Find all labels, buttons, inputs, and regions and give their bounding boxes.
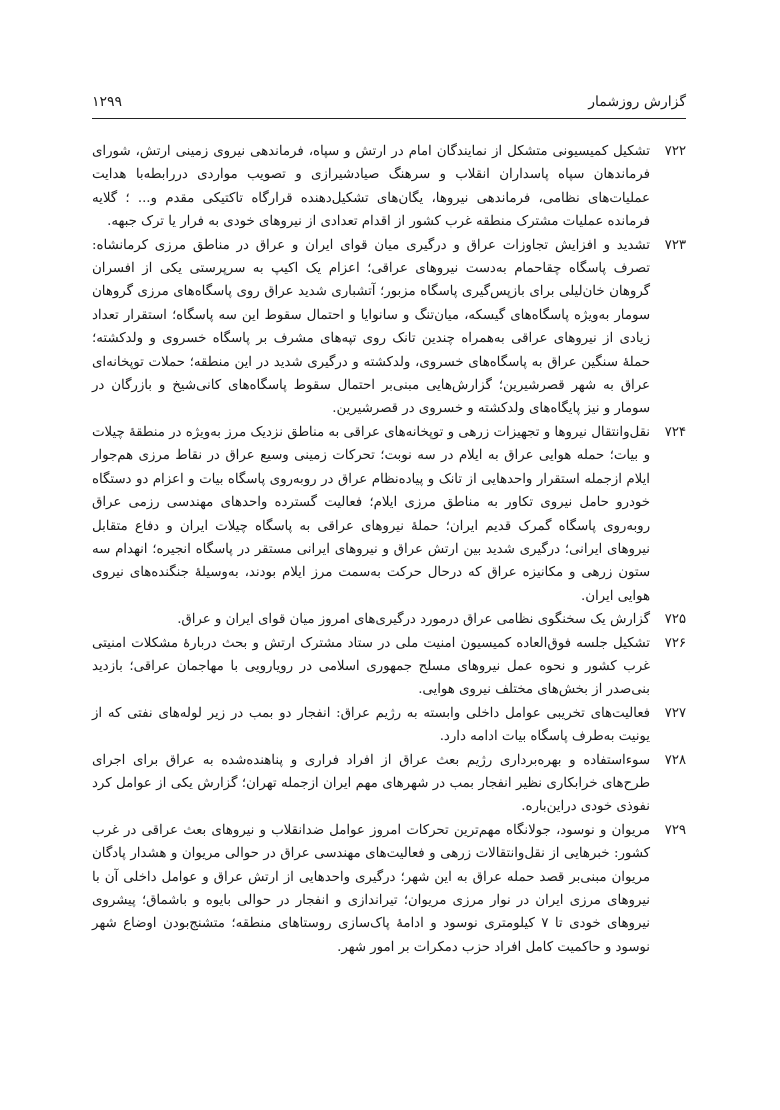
entry-728 (92, 749, 686, 819)
entry-number: ۷۲۵ (664, 612, 686, 628)
entry-text: تشدید و افزایش تجاوزات عراق و درگیری میان قوای ایران و عراق در مناطق مرزی کرمانشاه: تصرف پاسگاه چقاحمام به‌دست نیروهای عراقی؛ اعزام یک اکیپ به سرپرستی یکی از افسران گروهان خان‌لیلی برای بازپس‌گیری پاسگاه مزبور؛ آتشباری شدید عراق روی پاسگاه‌های مرزی گروهان سومار به‌ویژه پاسگاه‌های گیسکه، میان‌تنگ و سانوایا و احتمال سقوط این سه پاسگاه؛ استقرار تعداد زیادی از نیروهای عراقی به‌همراه چندین تانک روی تپه‌های مشرف بر پاسگاه خسروی و ولدکشته؛ حملهٔ سنگین عراق به پاسگاه‌های خسروی، ولدکشته و درگیری شدید در این منطقه؛ حملات توپخانه‌ای عراق به شهر قصرشیرین؛ گزارش‌هایی مبنی‌بر احتمال سقوط پاسگاه‌های کانی‌شیخ و بازرگان در سومار و نیز پایگاه‌های ولدکشته و خسروی در قصرشیرین. (92, 237, 650, 417)
entry-722 (92, 140, 686, 234)
entry-number: ۷۲۴ (664, 424, 686, 440)
entry-723 (92, 234, 686, 421)
entry-number: ۷۲۲ (664, 144, 686, 159)
entry-list (92, 140, 686, 959)
entry-725 (92, 608, 686, 631)
entry-text: نقل‌وانتقال نیروها و تجهیزات زرهی و توپخانه‌های عراقی به مناطق نزدیک مرز به‌ویژه در منطقهٔ چیلات و بیات؛ حمله هوایی عراق به ایلام در سه نوبت؛ تحرکات زمینی وسیع عراق در نقاط مرزی هم‌جوار ایلام ازجمله استقرار واحدهایی از تانک و پیاده‌نظام عراق در روبه‌روی پاسگاه بیات و اعزام دو دستگاه خودرو حامل نیروی تکاور به مناطق مرزی ایلام؛ فعالیت گسترده واحدهای مهندسی رزمی عراق روبه‌روی پاسگاه گمرک قدیم ایران؛ حملهٔ نیروهای عراقی به پاسگاه چیلات ایران و دفاع متقابل نیروهای ایرانی؛ درگیری شدید بین ارتش عراق و نیروهای ایرانی مستقر در پاسگاه انجیره؛ انهدام سه ستون زرهی و مکانیزه عراق که درحال حرکت به‌سمت مرز ایلام بودند، به‌وسیلهٔ جنگنده‌های نیروی هوایی ایران. (92, 424, 650, 604)
entry-text: فعالیت‌های تخریبی عوامل داخلی وابسته به رژیم عراق: انفجار دو بمب در زیر لوله‌های نفتی که از یونیت به‌طرف پاسگاه بیات ادامه دارد. (92, 705, 650, 745)
entry-number: ۷۲۸ (664, 752, 686, 768)
entry-number: ۷۲۳ (664, 237, 686, 253)
entry-text: گزارش یک سخنگوی نظامی عراق درمورد درگیری‌های امروز میان قوای ایران و عراق. (177, 612, 650, 628)
entry-text: تشکیل کمیسیونی متشکل از نمایندگان امام در ارتش و سپاه، فرماندهی نیروی زمینی ارتش، شورای فرماندهان سپاه پاسداران انقلاب و سرهنگ صیادشیرازی و تصویب مواردی دررابطه‌با هدایت عملیات‌های نظامی، فرماندهی نیروها، یگان‌های تشکیل‌دهنده قرارگاه تاکتیکی مقدم و... ؛ گلایه فرمانده عملیات مشترک منطقه غرب کشور از اقدام تعدادی از نیروهای خودی به فرار یا ترک جبهه. (92, 144, 650, 230)
header-rule (92, 118, 686, 119)
entry-number: ۷۲۶ (664, 635, 686, 651)
running-title: گزارش روزشمار (588, 94, 686, 110)
entry-number: ۷۲۹ (664, 822, 686, 838)
page-number: ۱۲۹۹ (92, 94, 123, 110)
entry-726 (92, 632, 686, 702)
entry-number: ۷۲۷ (664, 705, 686, 721)
entry-text: تشکیل جلسه فوق‌العاده کمیسیون امنیت ملی در ستاد مشترک ارتش و بحث دربارهٔ مشکلات امنیتی غرب کشور و نحوه عمل نیروهای مسلح جمهوری اسلامی در رویارویی با مهاجمان عراقی؛ بازدید بنی‌صدر از بخش‌های مختلف نیروی هوایی. (92, 635, 650, 698)
entry-729 (92, 819, 686, 959)
entry-727 (92, 702, 686, 749)
entry-text: مریوان و نوسود، جولانگاه مهم‌ترین تحرکات امروز عوامل ضدانقلاب و نیروهای بعث عراقی در غرب کشور: خبرهایی از نقل‌وانتقالات زرهی و فعالیت‌های مهندسی عراق در حوالی مریوان و هشدار پادگان مریوان مبنی‌بر قصد حمله عراق به این شهر؛ درگیری واحدهایی از ارتش عراق و عوامل داخلی آن با نیروهای مرزی ایران در نوار مرزی مریوان؛ تیراندازی و انفجار در حوالی بایوه و باشماق؛ پیشروی نیروهای خودی تا ۷ کیلومتری نوسود و ادامهٔ پاک‌سازی روستاهای منطقه؛ متشنج‌بودن اوضاع شهر نوسود و حاکمیت کامل افراد حزب دمکرات بر امور شهر. (92, 822, 650, 955)
page-header (92, 90, 686, 114)
entry-text: سوءاستفاده و بهره‌برداری رژیم بعث عراق از افراد فراری و پناهنده‌شده به عراق برای اجرای طرح‌های خرابکاری نظیر انفجار بمب در شهرهای مهم ایران ازجمله تهران؛ گزارش یکی از عوامل کرد نفوذی خودی دراین‌باره. (92, 752, 651, 815)
entry-724 (92, 421, 686, 608)
